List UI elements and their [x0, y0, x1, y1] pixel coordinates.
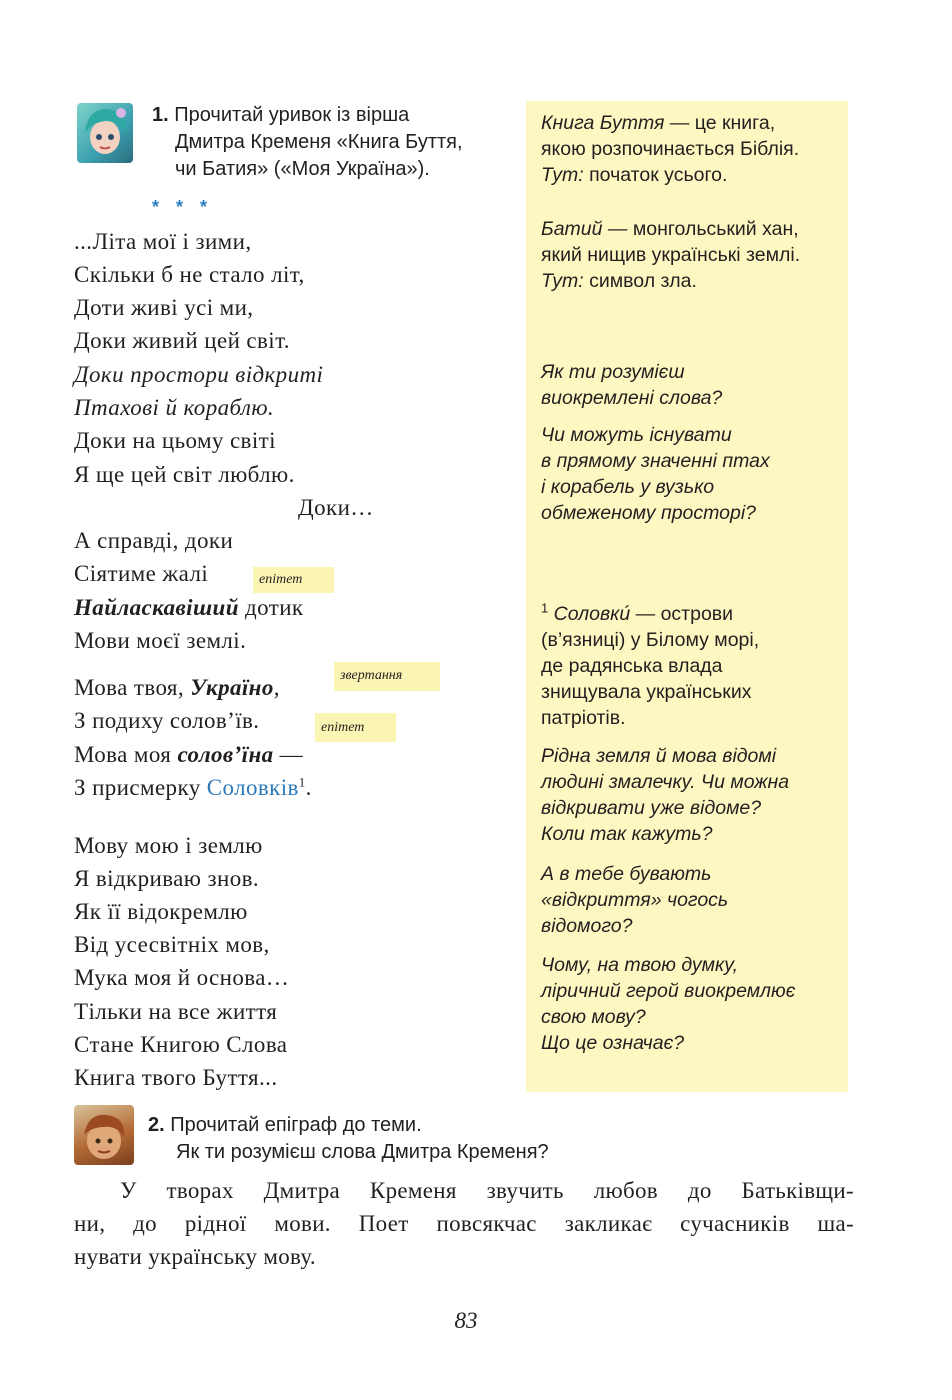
prose-line: нувати українську мову. [74, 1244, 316, 1269]
task-2-line-1: Прочитай епіграф до теми. [164, 1114, 422, 1136]
poem-line-highlighted: Птахові й кораблю. [74, 395, 275, 420]
epithet-tag: епітет [315, 713, 396, 742]
question-2 [541, 422, 770, 526]
glossary-text: де радянська влада [541, 655, 723, 677]
poem-line: Доки живий цей світ. [74, 328, 290, 353]
poem-text: , [273, 675, 280, 700]
epithet-tag: епітет [253, 567, 334, 593]
glossary-term: Батий [541, 218, 603, 240]
glossary-text: якою розпочинається Біблія. [541, 138, 800, 160]
question-1 [541, 359, 722, 411]
poem-line: Я ще цей світ люблю. [74, 462, 295, 487]
task-2-line-2: Як ти розумієш слова Дмитра Кременя? [176, 1141, 549, 1163]
prose-line: У творах Дмитра Кременя звучить любов до Батьківщи- [120, 1178, 854, 1203]
question-line: А в тебе бувають [541, 863, 712, 885]
question-4 [541, 861, 728, 939]
question-line: виокремлені слова? [541, 387, 723, 409]
task-1-instruction [152, 102, 463, 183]
glossary-text: — це книга, [664, 112, 776, 134]
poem-line: Від усесвітніх мов, [74, 932, 270, 957]
question-line: Рідна земля й мова відомі [541, 745, 777, 767]
poem-text: . [305, 775, 312, 800]
girl-avatar-icon [77, 103, 133, 163]
question-line: Що це означає? [541, 1032, 685, 1054]
glossary-text: — острови [630, 603, 734, 625]
question-line: «відкриття» чогось [541, 889, 729, 911]
question-line: Чи можуть існувати [541, 424, 732, 446]
question-line: людині змалечку. Чи можна [541, 771, 790, 793]
question-line: Коли так кажуть? [541, 823, 713, 845]
epithet-word: солов’їна [177, 742, 274, 767]
glossary-text: знищувала українських [541, 681, 752, 703]
poem-line [74, 593, 303, 623]
glossary-term: Книга Буття [541, 112, 665, 134]
prose-line: ни, до рідної мови. Поет повсякчас закликає сучасників ша- [74, 1211, 854, 1236]
poem-line [74, 740, 303, 770]
boy-avatar-icon [74, 1105, 134, 1165]
glossary-text: патріотів. [541, 707, 626, 729]
page-number: 83 [454, 1308, 478, 1333]
poem-line: А справді, доки [74, 528, 234, 553]
poem-text: — [273, 742, 304, 767]
glossary-term: Соловки́ [553, 603, 631, 625]
poem-text: дотик [238, 595, 304, 620]
glossary-text: який нищив українські землі. [541, 244, 801, 266]
poem-line: Мови моєї землі. [74, 628, 247, 653]
question-line: і корабель у вузько [541, 476, 715, 498]
poem-line: Стане Книгою Слова [74, 1032, 288, 1057]
poem-line [74, 773, 312, 803]
question-3 [541, 743, 789, 847]
epithet-word: Найласкавіший [74, 595, 239, 620]
glossary-label: Тут: [541, 270, 584, 292]
task-1-line-2: Дмитра Кременя «Книга Буття, [175, 131, 463, 153]
poem-line: Мову мою і землю [74, 833, 263, 858]
poem-line: Тільки на все життя [74, 999, 278, 1024]
glossary-text: (в’язниці) у Білому морі, [541, 629, 760, 651]
poem-line: Я відкриваю знов. [74, 866, 260, 891]
question-line: ліричний герой виокремлює [541, 980, 796, 1002]
question-5 [541, 952, 795, 1056]
poem-line: ...Літа мої і зими, [74, 229, 252, 254]
poem-text: З присмерку [74, 775, 207, 800]
address-tag: звертання [334, 662, 440, 691]
address-word: Україно [190, 675, 274, 700]
poem-line [74, 673, 280, 703]
footnote-number: 1 [541, 600, 549, 616]
poem-line: Доки… [298, 495, 374, 520]
question-line: обмеженому просторі? [541, 502, 757, 524]
question-line: відкривати уже відоме? [541, 797, 762, 819]
glossary-batu [541, 216, 800, 294]
asterism-ornament: * * * [152, 197, 214, 217]
poem-line: Доти живі усі ми, [74, 295, 254, 320]
footnote-marker: 1 [298, 774, 306, 790]
epigraph-paragraph [74, 1174, 854, 1273]
glossary-label: Тут: [541, 164, 584, 186]
task-1-line-1: Прочитай уривок із вірша [174, 104, 410, 126]
question-line: в прямому значенні птах [541, 450, 770, 472]
poem-line-highlighted: Доки простори відкриті [74, 362, 324, 387]
question-line: Як ти розумієш [541, 361, 685, 383]
poem-line: Книга твого Буття... [74, 1065, 278, 1090]
poem-text: Мова твоя, [74, 675, 191, 700]
glossary-text: символ зла. [583, 270, 697, 292]
poem-line: З подиху солов’їв. [74, 708, 260, 733]
footnote-solovky [541, 601, 759, 731]
poem-line: Мука моя й основа… [74, 965, 290, 990]
poem-line: Скільки б не стало літ, [74, 262, 305, 287]
task-1-number: 1. [152, 104, 169, 126]
task-2-instruction [148, 1112, 549, 1166]
poem-line: Сіятиме жалі [74, 561, 209, 586]
solovky-footnote-link[interactable]: Соловків [206, 775, 299, 800]
glossary-text: — монгольський хан, [602, 218, 799, 240]
glossary-text: початок усього. [583, 164, 728, 186]
question-line: свою мову? [541, 1006, 646, 1028]
task-1-line-3: чи Батия» («Моя Україна»). [175, 158, 430, 180]
task-2-number: 2. [148, 1114, 165, 1136]
question-line: відомого? [541, 915, 633, 937]
poem-line: Доки на цьому світі [74, 428, 276, 453]
question-line: Чому, на твою думку, [541, 954, 739, 976]
glossary-book-of-genesis [541, 110, 799, 188]
poem-line: Як її відокремлю [74, 899, 248, 924]
poem-text: Мова моя [74, 742, 178, 767]
